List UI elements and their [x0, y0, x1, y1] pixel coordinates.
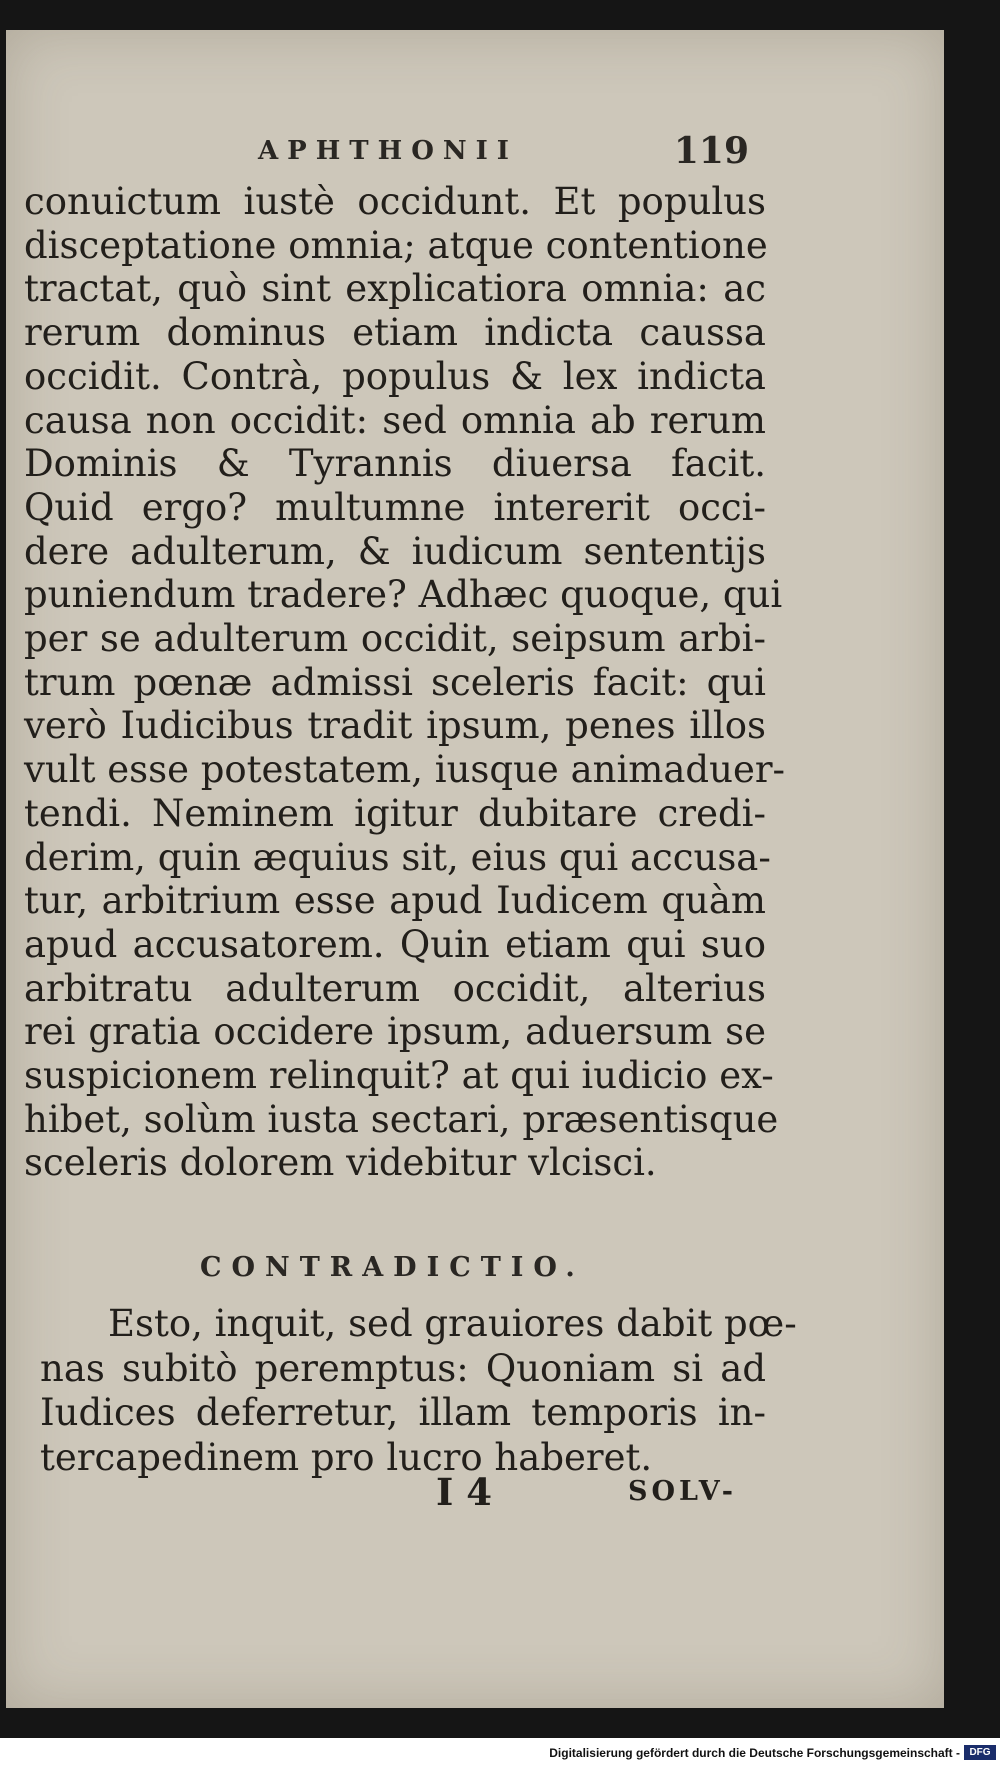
text-line: tur, arbitrium esse apud Iudicem quàm — [24, 879, 766, 923]
section-heading: CONTRADICTIO. — [200, 1252, 585, 1283]
catchword: SOLV- — [628, 1476, 737, 1507]
text-line: per se adulterum occidit, seipsum arbi- — [24, 617, 766, 661]
text-line: conuictum iustè occidunt. Et populus — [24, 180, 766, 223]
text-line: suspicionem relinquit? at qui iudicio ex- — [24, 1054, 774, 1098]
text-line: nas subitò peremptus: Quoniam si ad — [40, 1346, 766, 1390]
running-head-title: APHTHONII — [258, 136, 518, 166]
text-line: tractat, quò sint explicatiora omnia: ac — [24, 267, 766, 311]
body-paragraph — [24, 180, 786, 1185]
text-line: sceleris dolorem videbitur vlcisci. — [24, 1141, 657, 1185]
text-line: tendi. Neminem igitur dubitare credi- — [24, 791, 766, 835]
signature-mark: I 4 — [436, 1470, 492, 1514]
text-line: tercapedinem pro lucro haberet. — [40, 1435, 653, 1479]
text-line: puniendum tradere? Adhæc quoque, qui — [24, 573, 783, 617]
page-number: 119 — [673, 130, 749, 172]
text-line: hibet, solùm iusta sectari, præsentisque — [24, 1097, 779, 1141]
text-line: Quid ergo? multumne intererit occi- — [24, 485, 766, 529]
dfg-logo-icon: DFG — [964, 1745, 996, 1760]
text-line: derim, quin æquius sit, eius qui accusa- — [24, 835, 771, 879]
text-line: apud accusatorem. Quin etiam qui suo — [24, 922, 766, 966]
text-line: rerum dominus etiam indicta caussa — [24, 311, 766, 355]
text-line: vult esse potestatem, iusque animaduer- — [24, 748, 786, 792]
text-line: trum pœnæ admissi sceleris facit: qui — [24, 660, 766, 704]
text-line: arbitratu adulterum occidit, alterius — [24, 966, 766, 1010]
running-head — [6, 130, 944, 178]
text-line: dere adulterum, & iudicum sententijs — [24, 529, 766, 573]
footer-credit: Digitalisierung gefördert durch die Deutsche Forschungsgemeinschaft - — [549, 1746, 960, 1760]
text-line: occidit. Contrà, populus & lex indicta — [24, 354, 766, 398]
text-line: Dominis & Tyrannis diuersa facit. — [24, 442, 766, 486]
footer-bar — [0, 1738, 1000, 1768]
text-line: rei gratia occidere ipsum, aduersum se — [24, 1010, 766, 1054]
text-line: disceptatione omnia; atque contentione — [24, 223, 768, 267]
contradictio-paragraph — [40, 1302, 797, 1480]
text-line: causa non occidit: sed omnia ab rerum — [24, 398, 766, 442]
text-line: verò Iudicibus tradit ipsum, penes illos — [24, 704, 766, 748]
book-page — [6, 30, 944, 1708]
text-line: Iudices deferretur, illam temporis in- — [40, 1391, 766, 1434]
text-line: Esto, inquit, sed grauiores dabit pœ- — [108, 1302, 797, 1345]
